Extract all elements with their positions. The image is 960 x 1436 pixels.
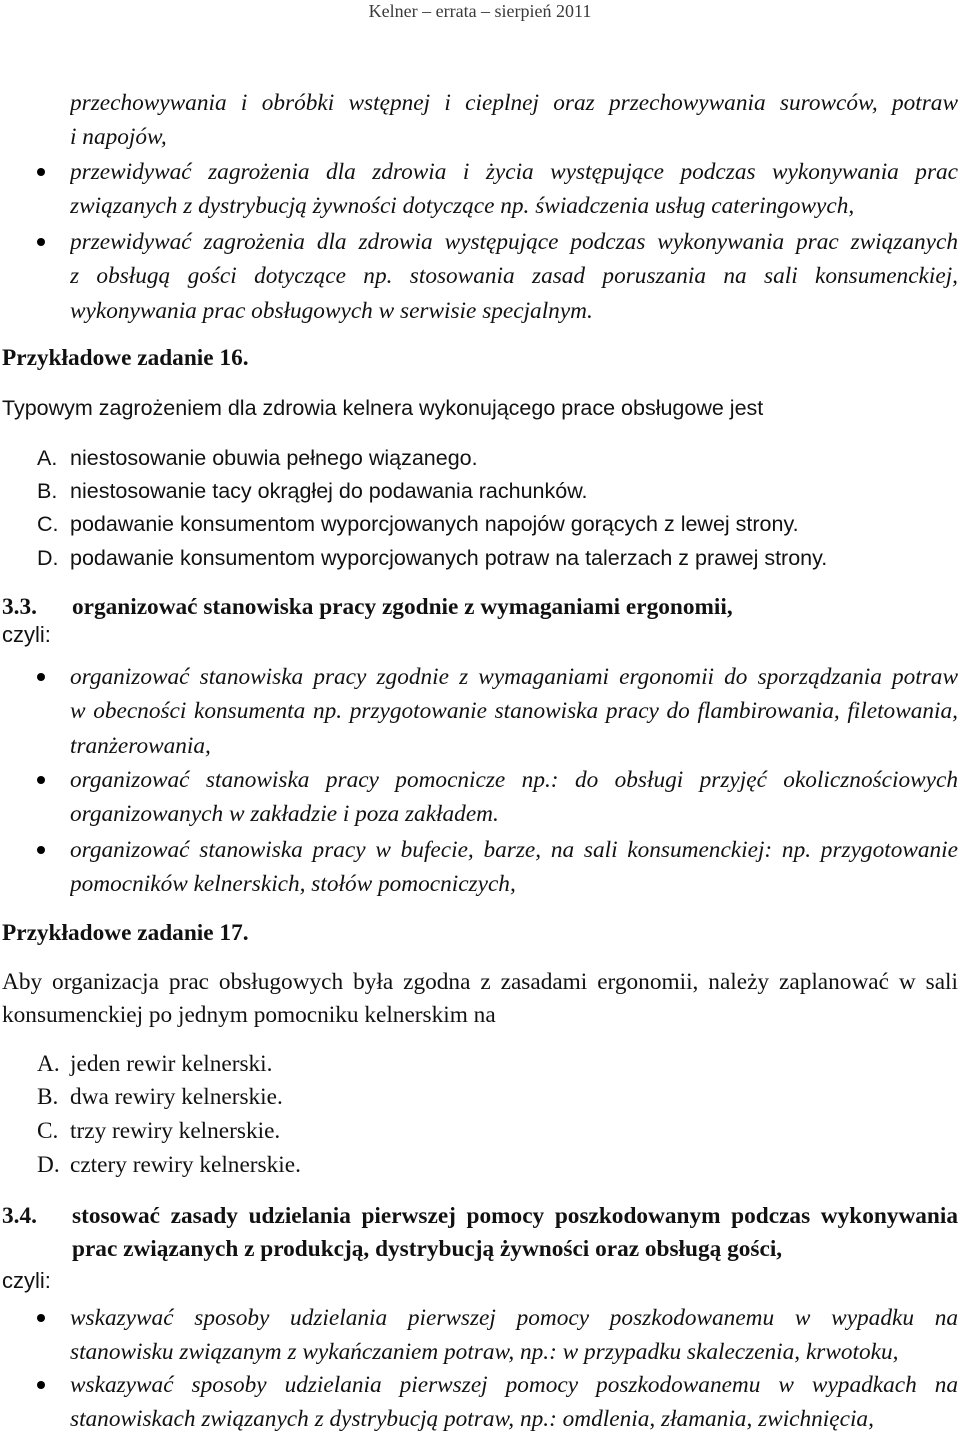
czyli-label <box>2 621 122 649</box>
question-text: Typowym zagrożeniem dla zdrowia kelnera wykonującego prace obsługowe jest <box>2 395 764 420</box>
option-letter: B. <box>37 1083 59 1110</box>
answer-option-b <box>0 1080 958 1115</box>
bullet-icon <box>37 168 45 176</box>
option-letter: B. <box>37 478 58 503</box>
list-item <box>70 660 958 764</box>
list-item <box>70 1368 958 1436</box>
option-letter: A. <box>37 1050 60 1077</box>
bullet-icon <box>37 238 45 246</box>
answer-option-c <box>0 1114 958 1149</box>
bullet-icon <box>37 1381 45 1389</box>
section-number-text: 3.4. <box>2 1202 37 1229</box>
list-item <box>70 763 958 832</box>
list-item-line: przewidywać zagrożenia dla zdrowia i życia występujące podczas wykonywania prac <box>70 158 958 185</box>
task-17-question <box>2 966 958 1032</box>
list-item-line: w obecności konsumenta np. przygotowanie stanowiska pracy do flambirowania, filetowania, <box>70 698 958 725</box>
list-item-line: organizowanych w zakładzie i poza zakładem. <box>70 801 499 828</box>
section-title-text: organizować stanowiska pracy zgodnie z wymaganiami ergonomii, <box>72 594 733 620</box>
list-item-line: stanowisku związanym z wykańczaniem potraw, np.: w przypadku skaleczenia, krwotoku, <box>70 1339 899 1366</box>
list-item-line: przechowywania i obróbki wstępnej i cieplnej oraz przechowywania surowców, potraw <box>70 89 958 116</box>
list-item-line: z obsługą gości dotyczące np. stosowania zasad poruszania na sali konsumenckiej, <box>70 263 958 290</box>
list-item <box>70 833 958 902</box>
task-16-title <box>2 341 902 376</box>
section-number <box>2 1200 72 1233</box>
option-letter: C. <box>37 1117 59 1144</box>
list-item-line: organizować stanowiska pracy zgodnie z wymaganiami ergonomii do sporządzania potraw <box>70 663 958 690</box>
running-header: Kelner – errata – sierpień 2011 <box>368 1 592 21</box>
list-item-line: tranżerowania, <box>70 732 211 759</box>
section-number-text: 3.3. <box>2 594 37 620</box>
list-item-line: stanowiskach związanych z dystrybucją potraw, np.: omdlenia, złamania, zwichnięcia, <box>70 1406 874 1432</box>
list-item-line: organizować stanowiska pracy w bufecie, barze, na sali konsumenckiej: np. przygotowanie <box>70 836 958 863</box>
list-item-line: pomocników kelnerskich, stołów pomocniczych, <box>70 871 516 898</box>
list-item <box>70 1301 958 1370</box>
task-16-question <box>2 391 958 426</box>
list-item <box>70 155 958 224</box>
option-text: cztery rewiry kelnerskie. <box>70 1151 301 1178</box>
list-item <box>70 225 958 329</box>
option-text: jeden rewir kelnerski. <box>70 1050 273 1077</box>
bullet-icon <box>37 846 45 854</box>
list-item-line: wykonywania prac obsługowych w serwisie specjalnym. <box>70 297 593 324</box>
czyli-label <box>2 1267 122 1295</box>
bullet-icon <box>37 776 45 784</box>
option-text: trzy rewiry kelnerskie. <box>70 1117 281 1144</box>
answer-option-a <box>0 441 958 476</box>
section-title-line: prac związanych z produkcją, dystrybucją żywności oraz obsługą gości, <box>72 1235 783 1262</box>
answer-option-a <box>0 1047 958 1082</box>
option-letter: A. <box>37 445 58 470</box>
option-letter: D. <box>37 1151 60 1178</box>
answer-option-c <box>0 507 958 542</box>
list-continuation <box>70 86 958 155</box>
list-item-line: wskazywać sposoby udzielania pierwszej pomocy poszkodowanemu w wypadkach na <box>70 1372 958 1398</box>
czyli-text: czyli: <box>2 1268 51 1293</box>
list-item-line: i napojów, <box>70 124 167 151</box>
task-17-title <box>2 916 902 951</box>
option-letter: C. <box>37 511 59 536</box>
list-item-line: wskazywać sposoby udzielania pierwszej pomocy poszkodowanemu w wypadku na <box>70 1304 958 1331</box>
question-line: konsumenckiej po jednym pomocniku kelnerskim na <box>2 1001 496 1028</box>
option-letter: D. <box>37 545 59 570</box>
bullet-icon <box>37 1314 45 1322</box>
list-item-line: przewidywać zagrożenia dla zdrowia występujące podczas wykonywania prac związanych <box>70 228 958 255</box>
option-text: podawanie konsumentom wyporcjowanych napojów gorących z lewej strony. <box>70 511 799 536</box>
question-line: Aby organizacja prac obsługowych była zgodna z zasadami ergonomii, należy zaplanować w sali <box>2 968 958 995</box>
section-title-line: stosować zasady udzielania pierwszej pomocy poszkodowanym podczas wykonywania <box>72 1202 958 1229</box>
option-text: dwa rewiry kelnerskie. <box>70 1083 283 1110</box>
list-item-line: związanych z dystrybucją żywności dotyczące np. świadczenia usług cateringowych, <box>70 193 855 220</box>
answer-option-b <box>0 474 958 509</box>
czyli-text: czyli: <box>2 622 51 647</box>
option-text: podawanie konsumentom wyporcjowanych potraw na talerzach z prawej strony. <box>70 545 828 570</box>
section-number <box>2 593 72 621</box>
bullet-icon <box>37 673 45 681</box>
option-text: niestosowanie tacy okrągłej do podawania rachunków. <box>70 478 588 503</box>
section-title <box>72 1200 958 1266</box>
list-item-line: organizować stanowiska pracy pomocnicze np.: do obsługi przyjęć okolicznościowych <box>70 766 958 793</box>
task-title-text: Przykładowe zadanie 16. <box>2 344 249 371</box>
option-text: niestosowanie obuwia pełnego wiązanego. <box>70 445 478 470</box>
task-title-text: Przykładowe zadanie 17. <box>2 919 249 946</box>
answer-option-d <box>0 541 958 576</box>
answer-option-d <box>0 1148 958 1183</box>
section-title <box>72 593 958 621</box>
